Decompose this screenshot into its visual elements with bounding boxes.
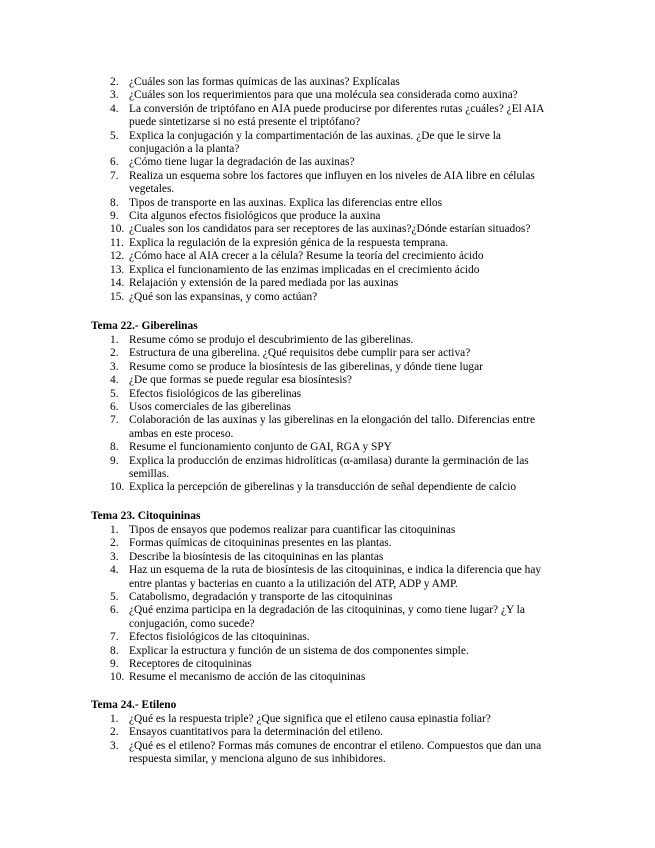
list-item — [0, 170, 655, 197]
list-item-number: 7. — [110, 169, 119, 182]
list-item — [0, 223, 655, 236]
list-item-number: 10. — [110, 223, 125, 236]
list-item-text: Resume cómo se produjo el descubrimiento de las giberelinas. — [129, 334, 414, 346]
list-item-text: Relajación y extensión de la pared mediada por las auxinas — [129, 277, 399, 290]
list-item-text: Cita algunos efectos fisiológicos que produce la auxina — [129, 210, 381, 223]
list-item-text: Usos comerciales de las giberelinas — [129, 401, 291, 414]
list-item-number: 3. — [110, 360, 119, 373]
list-item — [0, 156, 655, 169]
question-list-giberelinas — [0, 334, 655, 495]
list-item-number: 4. — [110, 564, 119, 577]
list-item-text: ¿Cómo tiene lugar la degradación de las auxinas? — [129, 156, 355, 169]
list-item-number: 1. — [110, 524, 119, 536]
list-item-text: ¿Qué es la respuesta triple? ¿Que significa que el etileno causa epinastia foliar? — [129, 713, 491, 725]
list-item — [0, 103, 655, 130]
list-item-text: Ensayos cuantitativos para la determinación del etileno. — [129, 726, 383, 739]
list-item — [0, 591, 655, 604]
list-item-number: 6. — [110, 156, 119, 169]
list-item-text: Explica la conjugación y la compartimentación de las auxinas. ¿De que le sirve la conjugación a la planta? — [129, 129, 501, 156]
question-list-auxinas — [0, 76, 655, 304]
list-item-number: 9. — [110, 210, 119, 223]
list-item — [0, 726, 655, 739]
list-item — [0, 481, 655, 494]
list-item-number: 8. — [110, 196, 119, 209]
list-item-text: Efectos fisiológicos de las citoquininas. — [129, 631, 310, 644]
list-item — [0, 604, 655, 631]
list-item — [0, 210, 655, 223]
list-item-number: 4. — [110, 374, 119, 387]
list-item — [0, 250, 655, 263]
list-item-number: 7. — [110, 631, 119, 644]
list-item — [0, 740, 655, 767]
list-item-text: Resume el funcionamiento conjunto de GAI, RGA y SPY — [129, 441, 392, 454]
list-item-text: Colaboración de las auxinas y las giberelinas en la elongación del tallo. Diferencias entre ambas en este proceso. — [129, 414, 536, 440]
section-heading-giberelinas: Tema 22.- Giberelinas — [91, 320, 198, 332]
list-item-text: ¿Cuales son los candidatos para ser receptores de las auxinas?¿Dónde estarían situados? — [129, 223, 531, 236]
list-item-text: ¿Cuáles son los requerimientos para que una molécula sea considerada como auxina? — [129, 89, 518, 102]
list-item-text: Catabolismo, degradación y transporte de las citoquininas — [129, 591, 393, 604]
list-item — [0, 130, 655, 157]
list-item-number: 2. — [110, 726, 119, 739]
list-item — [0, 334, 655, 347]
list-item-text: Tipos de transporte en las auxinas. Explica las diferencias entre ellos — [129, 196, 443, 209]
list-item-text: ¿Qué es el etileno? Formas más comunes de encontrar el etileno. Compuestos que dan una respuesta similar, y menciona alguno de sus inhibidores. — [129, 739, 542, 766]
list-item-text: Explica la producción de enzimas hidrolíticas (α-amilasa) durante la germinación de las semillas. — [129, 454, 529, 481]
list-item-text: Describe la biosíntesis de las citoquininas en las plantas — [129, 550, 384, 563]
list-item — [0, 89, 655, 102]
list-item — [0, 631, 655, 644]
list-item-text: Formas químicas de citoquininas presentes en las plantas. — [129, 537, 392, 550]
list-item-number: 14. — [110, 277, 125, 290]
list-item-number: 6. — [110, 401, 119, 414]
list-item-text: Resume el mecanismo de acción de las citoquininas — [129, 671, 366, 684]
list-item — [0, 441, 655, 454]
list-item-text: ¿Qué son las expansinas, y como actúan? — [129, 290, 318, 303]
list-item — [0, 76, 655, 89]
list-item-number: 10. — [110, 481, 125, 494]
list-item-number: 6. — [110, 604, 119, 617]
list-item-text: Resume como se produce la biosíntesis de las giberelinas, y dónde tiene lugar — [129, 360, 483, 373]
list-item-text: La conversión de triptófano en AIA puede producirse por diferentes rutas ¿cuáles? ¿El AIA puede sintetizarse si no está presente el triptófano? — [129, 102, 544, 129]
list-item-number: 5. — [110, 591, 119, 604]
list-item-number: 10. — [110, 671, 125, 684]
list-item — [0, 645, 655, 658]
list-item-number: 11. — [110, 236, 124, 249]
question-list-etileno — [0, 713, 655, 767]
list-item — [0, 277, 655, 290]
list-item-text: ¿De que formas se puede regular esa biosíntesis? — [129, 374, 352, 387]
list-item — [0, 671, 655, 684]
list-item-text: Explica la percepción de giberelinas y la transducción de señal dependiente de calcio — [129, 481, 517, 494]
list-item-text: ¿Qué enzima participa en la degradación de las citoquininas, y como tiene lugar? ¿Y la conjugación, como sucede? — [129, 604, 525, 630]
list-item-text: Realiza un esquema sobre los factores que influyen en los niveles de AIA libre en células vegetales. — [129, 169, 535, 196]
list-item-number: 1. — [110, 334, 119, 346]
list-item — [0, 524, 655, 537]
list-item-number: 8. — [110, 644, 119, 657]
list-item-text: ¿Cómo hace al AIA crecer a la célula? Resume la teoría del crecimiento ácido — [129, 250, 484, 263]
list-item-text: Explica el funcionamiento de las enzimas implicadas en el crecimiento ácido — [129, 263, 480, 276]
list-item-text: Explica la regulación de la expresión génica de la respuesta temprana. — [129, 236, 449, 249]
list-item-text: Estructura de una giberelina. ¿Qué requisitos debe cumplir para ser activa? — [129, 347, 471, 360]
list-item-text: Tipos de ensayos que podemos realizar para cuantificar las citoquininas — [129, 524, 456, 536]
list-item-number: 2. — [110, 347, 119, 360]
list-item — [0, 347, 655, 360]
list-item-number: 12. — [110, 250, 125, 263]
list-item-number: 15. — [110, 290, 125, 303]
list-item — [0, 551, 655, 564]
list-item-text: Efectos fisiológicos de las giberelinas — [129, 387, 302, 400]
list-item-number: 5. — [110, 129, 119, 142]
section-heading-etileno: Tema 24.- Etileno — [91, 699, 177, 711]
list-item-text: Haz un esquema de la ruta de biosíntesis de las citoquininas, e indica la diferencia que hay entre plantas y bacterias en cuanto a la utilización del ATP, ADP y AMP. — [129, 564, 542, 590]
list-item-number: 3. — [110, 89, 119, 102]
list-item — [0, 264, 655, 277]
list-item-number: 9. — [110, 454, 119, 467]
list-item — [0, 564, 655, 591]
section-heading-citoquininas: Tema 23. Citoquininas — [91, 510, 201, 522]
list-item-number: 4. — [110, 102, 119, 115]
list-item-number: 2. — [110, 537, 119, 550]
list-item-number: 1. — [110, 713, 119, 725]
list-item — [0, 361, 655, 374]
list-item — [0, 414, 655, 441]
list-item-text: Explicar la estructura y función de un sistema de dos componentes simple. — [129, 644, 469, 657]
list-item — [0, 388, 655, 401]
list-item-number: 2. — [110, 76, 119, 88]
list-item-number: 3. — [110, 550, 119, 563]
list-item — [0, 197, 655, 210]
question-list-citoquininas — [0, 524, 655, 685]
list-item-number: 8. — [110, 441, 119, 454]
list-item — [0, 713, 655, 726]
list-item — [0, 537, 655, 550]
list-item-number: 7. — [110, 414, 119, 427]
list-item — [0, 401, 655, 414]
list-item — [0, 374, 655, 387]
list-item-text: ¿Cuáles son las formas químicas de las auxinas? Explícalas — [129, 76, 400, 88]
list-item-number: 13. — [110, 263, 125, 276]
list-item — [0, 658, 655, 671]
list-item-number: 3. — [110, 739, 119, 752]
list-item — [0, 455, 655, 482]
list-item-number: 9. — [110, 658, 119, 671]
list-item-number: 5. — [110, 387, 119, 400]
list-item — [0, 291, 655, 304]
list-item-text: Receptores de citoquininas — [129, 658, 252, 671]
list-item — [0, 237, 655, 250]
